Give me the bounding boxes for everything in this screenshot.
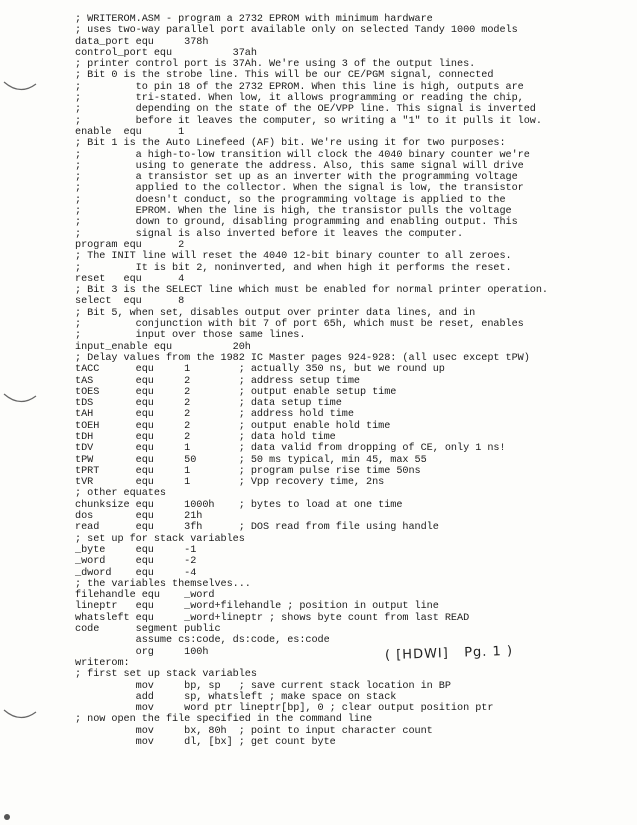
code-line: ; EPROM. When the line is high, the transistor pulls the voltage [75, 206, 512, 218]
code-line: ; signal is also inverted before it leaves the computer. [75, 228, 464, 240]
code-line: tPW equ 50 ; 50 ms typical, min 45, max 55 [75, 454, 427, 466]
code-line: add sp, whatsleft ; make space on stack [75, 691, 397, 703]
code-line: tDV equ 1 ; data valid from dropping of CE, only 1 ns! [75, 443, 506, 455]
code-line: ; conjunction with bit 7 of port 65h, which must be reset, enables [75, 319, 524, 331]
code-line: ; down to ground, disabling programming and enabling output. This [75, 217, 518, 229]
code-line: org 100h [75, 646, 209, 658]
code-line: _dword equ -4 [75, 567, 197, 579]
code-line: ; to pin 18 of the 2732 EPROM. When this line is high, outputs are [75, 81, 524, 93]
code-line: enable equ 1 [75, 126, 185, 138]
code-line: ; Bit 3 is the SELECT line which must be enabled for normal printer operation. [75, 285, 548, 297]
code-line: ; It is bit 2, noninverted, and when high it performs the reset. [75, 262, 512, 274]
code-line: ; the variables themselves... [75, 578, 251, 590]
code-line: assume cs:code, ds:code, es:code [75, 635, 330, 647]
code-line: lineptr equ _word+filehandle ; position in output line [75, 601, 439, 613]
code-line: whatsleft equ _word+lineptr ; shows byte count from last READ [75, 612, 470, 624]
code-line: ; a high-to-low transition will clock the 4040 binary counter we're [75, 149, 530, 161]
code-line: ; Bit 1 is the Auto Linefeed (AF) bit. We're using it for two purposes: [75, 138, 506, 150]
code-line: ; before it leaves the computer, so writing a "1" to it pulls it low. [75, 115, 542, 127]
code-line: tPRT equ 1 ; program pulse rise time 50ns [75, 465, 421, 477]
code-line: ; input over those same lines. [75, 330, 306, 342]
code-line: input_enable equ 20h [75, 341, 251, 353]
code-line: ; a transistor set up as an inverter with the programming voltage [75, 172, 518, 184]
code-line: ; uses two-way parallel port available only on selected Tandy 1000 models [75, 25, 518, 37]
code-line: tOES equ 2 ; output enable setup time [75, 386, 397, 398]
code-line: _word equ -2 [75, 556, 197, 568]
code-line: tAS equ 2 ; address setup time [75, 375, 360, 387]
code-line: ; applied to the collector. When the signal is low, the transistor [75, 183, 524, 195]
code-line: ; first set up stack variables [75, 669, 257, 681]
code-line: code segment public [75, 624, 221, 636]
code-line: select equ 8 [75, 296, 185, 308]
punch-hole-mark [0, 78, 40, 98]
code-line: read equ 3fh ; DOS read from file using handle [75, 522, 439, 534]
code-line: mov word ptr lineptr[bp], 0 ; clear output position ptr [75, 703, 494, 715]
code-line: ; Delay values from the 1982 IC Master pages 924-928: (all usec except tPW) [75, 352, 530, 364]
code-line: chunksize equ 1000h ; bytes to load at one time [75, 499, 403, 511]
code-line: tACC equ 1 ; actually 350 ns, but we round up [75, 364, 445, 376]
code-line: ; Bit 0 is the strobe line. This will be our CE/PGM signal, connected [75, 70, 494, 82]
code-line: tDH equ 2 ; data hold time [75, 431, 336, 443]
code-line: mov dl, [bx] ; get count byte [75, 737, 336, 748]
code-line: ; set up for stack variables [75, 533, 245, 545]
code-line: tOEH equ 2 ; output enable hold time [75, 420, 391, 432]
punch-hole-mark [0, 390, 40, 410]
code-line: writerom: [75, 657, 130, 669]
code-line: tVR equ 1 ; Vpp recovery time, 2ns [75, 477, 385, 489]
code-line: _byte equ -1 [75, 544, 197, 556]
code-line: data_port equ 378h [75, 36, 209, 48]
handwritten-page-note: ( [HDWI] Pg. 1 ) [384, 643, 514, 664]
code-line: ; doesn't conduct, so the programming voltage is applied to the [75, 194, 506, 206]
code-line: mov bx, 80h ; point to input character count [75, 725, 433, 737]
punch-hole-mark [0, 706, 40, 726]
code-line: tDS equ 2 ; data setup time [75, 398, 342, 410]
code-line: program equ 2 [75, 239, 185, 251]
code-line: dos equ 21h [75, 511, 203, 523]
code-line: ; WRITEROM.ASM - program a 2732 EPROM with minimum hardware [75, 14, 433, 25]
code-line: ; tri-stated. When low, it allows programming or reading the chip, [75, 93, 524, 105]
code-line: ; The INIT line will reset the 4040 12-bit binary counter to all zeroes. [75, 251, 512, 263]
assembly-source-listing [75, 14, 548, 748]
code-line: tAH equ 2 ; address hold time [75, 409, 354, 421]
code-line: ; depending on the state of the OE/VPP line. This signal is inverted [75, 104, 536, 116]
code-line: filehandle equ _word [75, 590, 215, 602]
scan-edge-mark [4, 814, 10, 820]
code-line: ; using to generate the address. Also, this same signal will drive [75, 160, 524, 172]
code-line: ; now open the file specified in the command line [75, 714, 373, 726]
code-line: ; other equates [75, 488, 166, 500]
code-line: ; Bit 5, when set, disables output over printer data lines, and in [75, 307, 476, 319]
code-line: reset equ 4 [75, 273, 185, 285]
code-line: control_port equ 37ah [75, 47, 257, 59]
code-line: ; printer control port is 37Ah. We're using 3 of the output lines. [75, 59, 476, 71]
code-line: mov bp, sp ; save current stack location in BP [75, 680, 451, 692]
